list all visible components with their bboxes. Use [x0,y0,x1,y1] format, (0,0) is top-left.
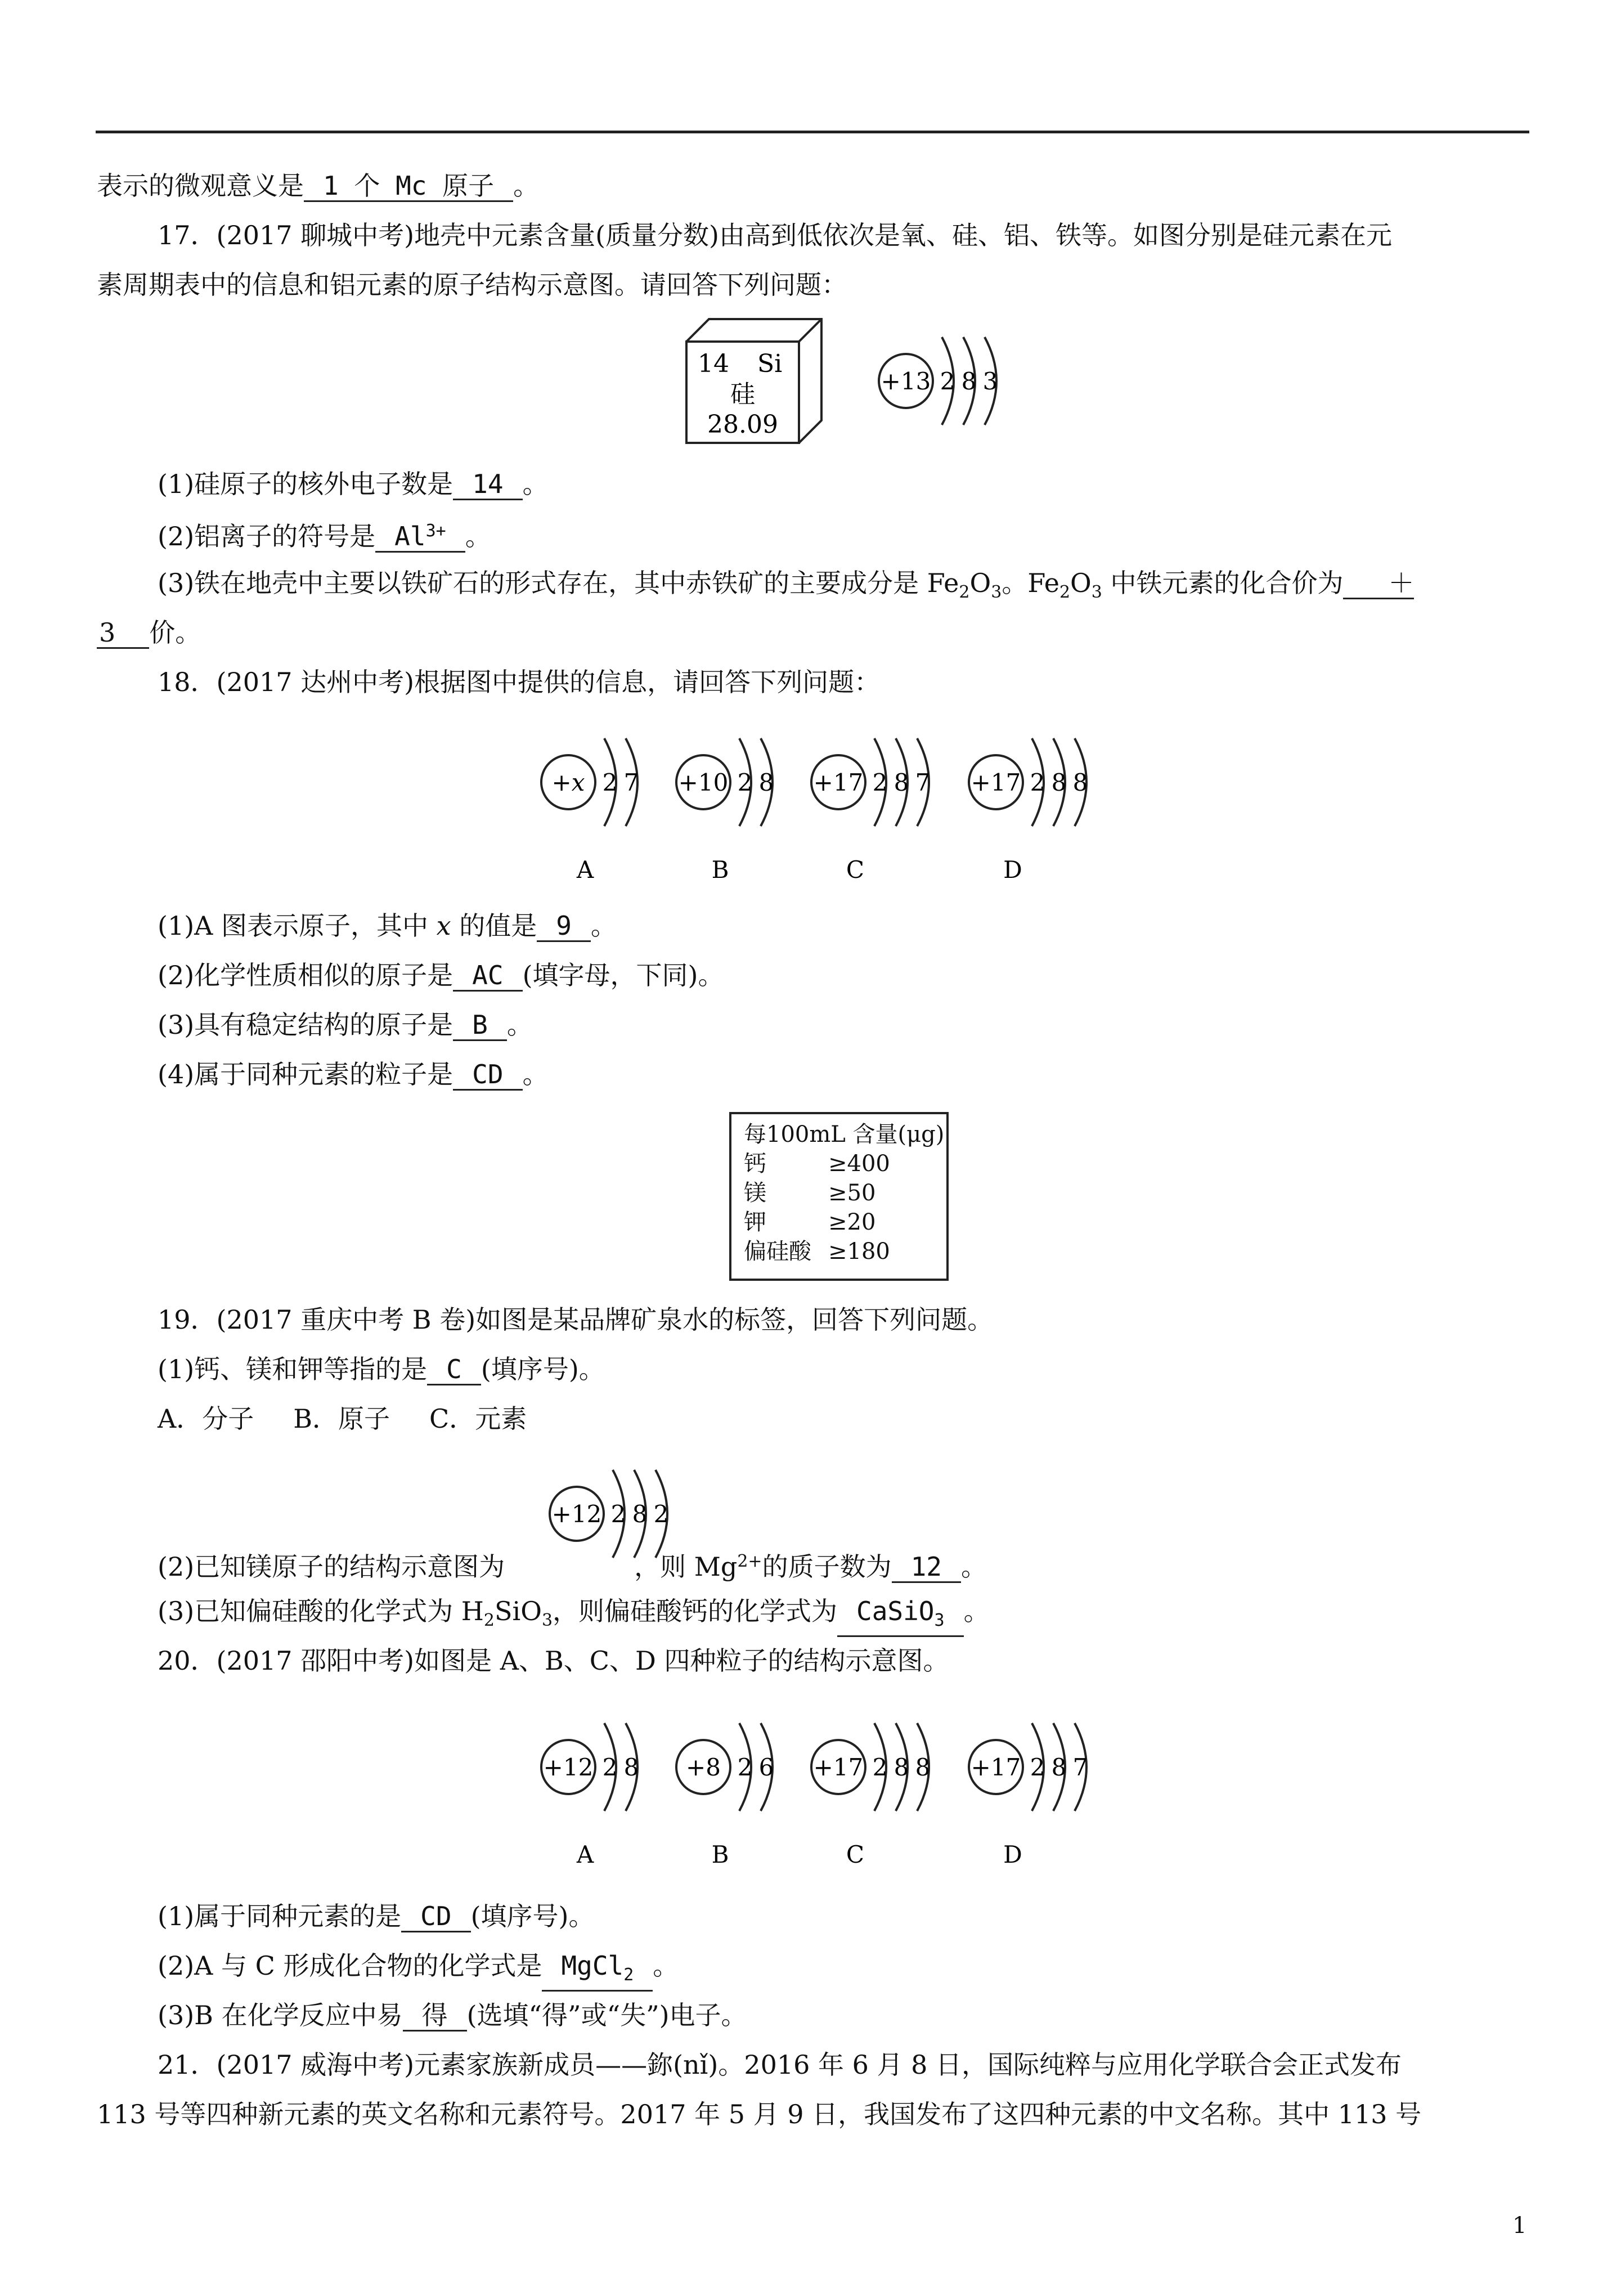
q18-sub3: (3)具有稳定结构的原子是 B 。 [158,1010,533,1040]
answer-blank: 1 个 Mc 原子 [304,171,513,202]
q18-stem: 18．(2017 达州中考)根据图中提供的信息，请回答下列问题： [158,667,881,697]
diagram-letter: B [711,1841,729,1868]
shell-electron-count: 8 [893,769,909,796]
shell-electron-count: 2 [872,1754,888,1781]
diagram-letter: C [846,856,865,884]
nucleus-charge: +17 [971,769,1021,796]
shell-electron-count: 2 [737,1754,753,1781]
q20-stem: 20．(2017 邵阳中考)如图是 A、B、C、D 四种粒子的结构示意图。 [158,1645,949,1676]
q17-sub1: (1)硅原子的核外电子数是 14 。 [158,469,549,499]
shell-electron-count: 2 [602,769,618,796]
answer-blank: 得 [403,2001,467,2032]
shell-electron-count: 2 [872,769,888,796]
option-c: C．元素 [429,1403,527,1434]
mineral-water-label [729,1112,949,1281]
label-row: 偏硅酸 ≥180 [744,1239,890,1264]
shell-electron-count: 7 [623,769,639,796]
shell-electron-count: 7 [1072,1754,1088,1781]
answer-blank: $Al^{3+}$ [375,517,465,553]
atom-diagram [541,1723,639,1868]
atom-diagram [969,738,1088,884]
q18-sub2: (2)化学性质相似的原子是 AC (填字母，下同)。 [158,960,724,990]
atom-diagram [676,738,774,884]
cell-name: 硅 [730,380,755,409]
q18-atom-diagrams [540,709,1159,895]
q17-sub2: (2)铝离子的符号是 $Al^{3+}$ 。 [158,517,491,553]
shell-electron-count: 8 [1051,769,1067,796]
continuation-line: 表示的微观意义是 1 个 Mc 原子 。 [97,171,540,201]
cell-mass: 28.09 [707,410,778,439]
shell-electron-count: 8 [961,367,977,395]
shell-electron-count: 6 [758,1754,774,1781]
answer-blank: CD [401,1902,470,1932]
label-row: 钙 ≥400 [744,1151,890,1177]
shell-electron-count: 2 [653,1500,669,1528]
diagram-letter: D [1003,856,1022,884]
shell-electron-count: 3 [982,367,998,395]
diagram-letter: A [576,856,594,884]
shell-electron-count: 8 [623,1754,639,1781]
nucleus-charge: +17 [971,1754,1021,1781]
shell-electron-count: 2 [940,367,955,395]
shell-electron-count: 8 [915,1754,931,1781]
answer-blank: CaSiO$_3$ [837,1597,964,1637]
answer-blank: AC [453,961,522,992]
q18-sub1: (1)A 图表示原子，其中 x 的值是 9 。 [158,911,617,941]
shell-electron-count: 8 [893,1754,909,1781]
label-row: 镁 ≥50 [744,1180,876,1206]
nucleus-charge: +10 [678,769,729,796]
q17-sub3: (3)铁在地壳中主要以铁矿石的形式存在，其中赤铁矿的主要成分是 $Fe_2O_3$。$Fe_2O_3$ 中铁元素的化合价为 ＋ [158,568,1415,602]
q17-stem-line1: 17．(2017 聊城中考)地壳中元素含量(质量分数)由高到低依次是氧、硅、铝、铁等。如图分别是硅元素在元 [158,220,1393,250]
diagram-letter: D [1003,1841,1022,1868]
q19-options [158,1402,566,1436]
answer-blank: 12 [892,1552,961,1583]
q20-sub3: (3)B 在化学反应中易 得 (选填“得”或“失”)电子。 [158,2000,747,2030]
shell-electron-count: 2 [1030,769,1045,796]
nucleus-charge: +12 [551,1500,602,1528]
shell-electron-count: 7 [915,769,931,796]
atom-diagram [879,337,998,425]
shell-electron-count: 8 [1051,1754,1067,1781]
nucleus-charge: +17 [813,769,864,796]
shell-electron-count: 8 [1072,769,1088,796]
label-row: 钾 ≥20 [744,1209,876,1235]
label-header: 每100mL 含量(μg) [744,1122,945,1147]
cell-symbol: Si [757,349,783,378]
q19-sub1: (1)钙、镁和钾等指的是 C (填序号)。 [158,1354,605,1384]
answer-blank: MgCl$_2$ [542,1951,653,1992]
nucleus-charge: +12 [543,1754,594,1781]
diagram-letter: A [576,1841,594,1868]
shell-electron-count: 2 [737,769,753,796]
q21-line1: 21．(2017 威海中考)元素家族新成员——鉨(nǐ)。2016 年 6 月 8 日，国际纯粹与应用化学联合会正式发布 [158,2050,1402,2080]
answer-blank: B [453,1010,507,1041]
q18-sub4: (4)属于同种元素的粒子是 CD 。 [158,1059,549,1089]
atom-diagram [811,1723,930,1868]
atom-diagram [969,1723,1088,1868]
answer-blank: C [427,1355,481,1385]
answer-blank: ＋ [1343,568,1414,599]
q17-sub3-cont: 3 价。 [97,616,201,649]
q17-stem-line2: 素周期表中的信息和铝元素的原子结构示意图。请回答下列问题： [97,270,847,300]
answer-blank: 3 [97,618,149,649]
page-number: 1 [1512,2213,1527,2239]
q20-sub1: (1)属于同种元素的是 CD (填序号)。 [158,1901,595,1931]
answer-blank: 9 [537,911,591,942]
shell-electron-count: 2 [610,1500,626,1528]
answer-blank: 14 [453,469,522,500]
shell-electron-count: 8 [758,769,774,796]
q20-sub2: (2)A 与 C 形成化合物的化学式是 MgCl$_2$ 。 [158,1949,679,1992]
aluminum-atom-diagram [866,307,1047,447]
q21-line2: 113 号等四种新元素的英文名称和元素符号。2017 年 5 月 9 日，我国发布了这四种元素的中文名称。其中 113 号 [97,2099,1422,2129]
cell-number: 14 [698,349,729,378]
nucleus-charge: +8 [686,1754,721,1781]
option-a: A．分子 [158,1403,254,1434]
diagram-letter: C [846,1841,865,1868]
q19-sub3: (3)已知偏硅酸的化学式为 $H_2SiO_3$，则偏硅酸钙的化学式为 CaSiO$_3$ 。 [158,1594,990,1638]
header-rule [96,131,1529,133]
answer-blank: CD [453,1060,522,1091]
shell-electron-count: 2 [602,1754,618,1781]
shell-electron-count: 2 [1030,1754,1045,1781]
atom-diagram [676,1723,774,1868]
diagram-letter: B [711,856,729,884]
nucleus-charge: +13 [881,367,931,395]
atom-diagram [811,738,930,884]
nucleus-charge: +x [551,769,585,796]
nucleus-charge: +17 [813,1754,864,1781]
q19-sub2: (2)已知镁原子的结构示意图为 ，则 $Mg^{2+}$的质子数为 12 。 [158,1551,987,1582]
q19-stem: 19．(2017 重庆中考 B 卷)如图是某品牌矿泉水的标签，回答下列问题。 [158,1304,994,1335]
shell-electron-count: 8 [632,1500,648,1528]
atom-diagram [541,738,639,884]
option-b: B．原子 [293,1403,390,1434]
q20-atom-diagrams [540,1694,1159,1880]
